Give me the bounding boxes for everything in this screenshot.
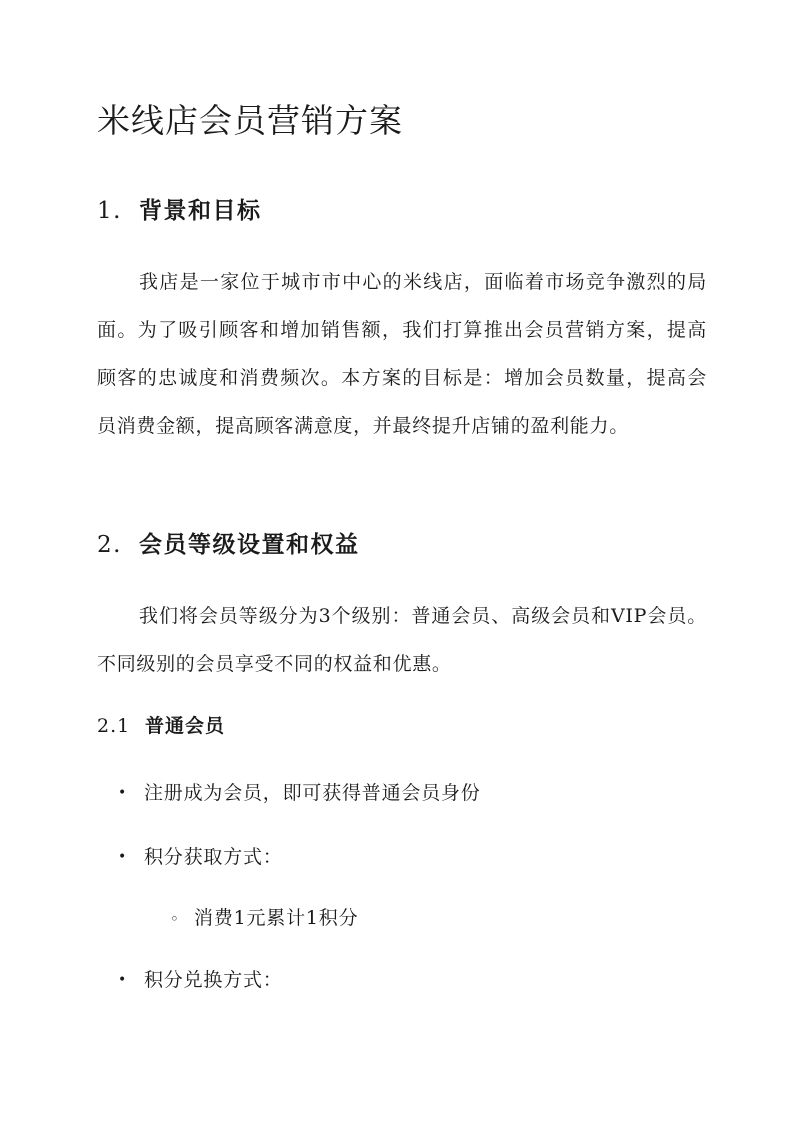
subsection-number: 2.1 <box>97 715 131 737</box>
list-item <box>118 778 481 808</box>
membership-levels-paragraph: 我们将会员等级分为3个级别：普通会员、高级会员和VIP会员。不同级别的会员享受不同的权益和优惠。 <box>97 605 707 675</box>
section-title: 背景和目标 <box>139 197 262 224</box>
section-title: 会员等级设置和权益 <box>139 531 360 558</box>
subsection-title: 普通会员 <box>145 715 226 737</box>
section-heading-background <box>97 193 262 229</box>
section-number: 1. <box>97 198 122 224</box>
list-item-text: 积分获取方式： <box>144 846 283 868</box>
list-item-text: 积分兑换方式： <box>144 969 283 991</box>
background-paragraph: 我店是一家位于城市市中心的米线店，面临着市场竞争激烈的局面。为了吸引顾客和增加销售额，我们打算推出会员营销方案，提高顾客的忠诚度和消费频次。本方案的目标是：增加会员数量，提高会员消费金额，提高顾客满意度，并最终提升店铺的盈利能力。 <box>97 271 707 437</box>
section-heading-membership-levels <box>97 527 360 563</box>
bullet-marker: • <box>118 785 128 801</box>
bullet-marker: • <box>118 972 128 988</box>
list-item-text: 注册成为会员，即可获得普通会员身份 <box>144 782 481 804</box>
sub-list-item-text: 消费1元累计1积分 <box>194 907 359 929</box>
bullet-marker: • <box>118 849 128 865</box>
subsection-heading-regular-member <box>97 711 225 741</box>
list-item <box>118 842 283 872</box>
sub-bullet-marker: ◦ <box>170 910 180 928</box>
list-item <box>118 965 283 995</box>
sub-list-item <box>170 903 358 934</box>
document-title: 米线店会员营销方案 <box>97 101 403 140</box>
section-number: 2. <box>97 532 122 558</box>
